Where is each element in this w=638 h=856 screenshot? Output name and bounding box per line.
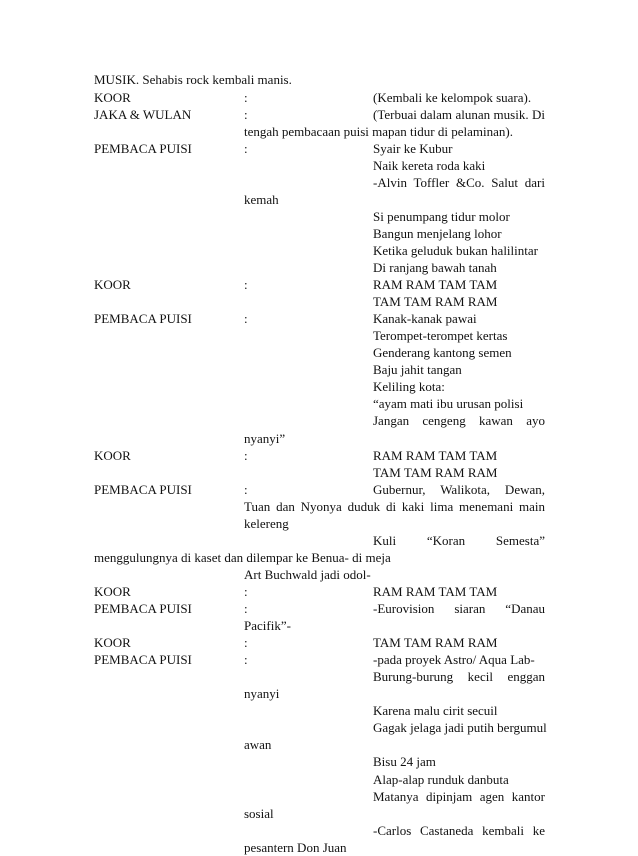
dialogue-text: Jangan cengeng kawan ayo — [373, 413, 545, 429]
colon-separator: : — [244, 89, 248, 105]
script-line — [0, 532, 638, 549]
script-line — [0, 327, 638, 344]
dialogue-text: Kanak-kanak pawai — [373, 311, 477, 327]
dialogue-text: TAM TAM RAM RAM — [373, 294, 498, 310]
colon-separator: : — [244, 583, 248, 599]
colon-separator: : — [244, 601, 248, 616]
dialogue-text: -Eurovision siaran “Danau — [373, 601, 545, 616]
dialogue-text: TAM TAM RAM RAM — [373, 464, 498, 480]
dialogue-text: RAM RAM TAM TAM — [373, 277, 498, 293]
script-line — [0, 753, 638, 770]
dialogue-text: Gagak jelaga jadi putih bergumul — [373, 720, 547, 736]
script-line — [0, 361, 638, 378]
continuation-text: Pacifik”- — [244, 618, 291, 634]
dialogue-text: Di ranjang bawah tanah — [373, 260, 497, 275]
intro-line — [0, 71, 638, 88]
script-line — [0, 822, 638, 839]
speaker-name: PEMBACA PUISI — [94, 601, 192, 616]
speaker-name: KOOR — [94, 277, 131, 293]
dialogue-text: Kuli “Koran Semesta” — [373, 532, 545, 548]
script-line — [0, 481, 638, 498]
script-line — [0, 839, 638, 856]
dialogue-text: Keliling kota: — [373, 379, 445, 395]
stage-direction: MUSIK. Sehabis rock kembali manis. — [94, 72, 292, 87]
script-line — [0, 515, 638, 532]
script-line — [0, 242, 638, 259]
speaker-name: KOOR — [94, 635, 131, 651]
colon-separator: : — [244, 447, 248, 463]
dialogue-text: Ketika geluduk bukan halilintar — [373, 242, 538, 258]
script-line — [0, 634, 638, 651]
dialogue-text: (Terbuai dalam alunan musik. Di — [373, 106, 545, 122]
script-line — [0, 617, 638, 634]
script-line — [0, 395, 638, 412]
dialogue-text: Naik kereta roda kaki — [373, 157, 486, 173]
script-line — [0, 106, 638, 123]
script-line — [0, 566, 638, 583]
script-line — [0, 140, 638, 157]
continuation-text: awan — [244, 737, 272, 753]
dialogue-text: RAM RAM TAM TAM — [373, 447, 498, 463]
speaker-name: PEMBACA PUISI — [94, 652, 192, 668]
colon-separator: : — [244, 652, 248, 668]
speaker-name: KOOR — [94, 447, 131, 463]
script-line — [0, 310, 638, 327]
continuation-text: pesantern Don Juan — [244, 839, 347, 855]
script-line — [0, 600, 638, 617]
continuation-text: nyanyi — [244, 686, 280, 702]
dialogue-text: Si penumpang tidur molor — [373, 208, 510, 224]
continuation-text: tengah pembacaan puisi mapan tidur di pelaminan). — [244, 123, 513, 139]
dialogue-text: Gubernur, Walikota, Dewan, — [373, 481, 545, 497]
script-line — [0, 583, 638, 600]
dialogue-text: RAM RAM TAM TAM — [373, 583, 498, 599]
continuation-text: sosial — [244, 805, 274, 821]
colon-separator: : — [244, 635, 248, 651]
script-line — [0, 498, 638, 515]
dialogue-text: -pada proyek Astro/ Aqua Lab- — [373, 652, 535, 668]
script-line — [0, 123, 638, 140]
script-line — [0, 430, 638, 447]
continuation-text: kelereng — [244, 515, 289, 531]
script-line — [0, 174, 638, 191]
dialogue-text: Syair ke Kubur — [373, 140, 453, 156]
script-line — [0, 293, 638, 310]
script-line — [0, 719, 638, 736]
dialogue-text: “ayam mati ibu urusan polisi — [373, 396, 524, 412]
script-line — [0, 805, 638, 822]
script-line — [0, 788, 638, 805]
dialogue-text: Bisu 24 jam — [373, 754, 436, 770]
continuation-text: menggulungnya di kaset dan dilempar ke Benua- di meja — [94, 549, 391, 565]
dialogue-text: Alap-alap runduk danbuta — [373, 771, 509, 787]
script-line — [0, 378, 638, 395]
script-line — [0, 276, 638, 293]
colon-separator: : — [244, 481, 248, 497]
script-line — [0, 157, 638, 174]
colon-separator: : — [244, 106, 248, 122]
continuation-text: nyanyi” — [244, 430, 286, 446]
colon-separator: : — [244, 277, 248, 293]
script-line — [0, 208, 638, 225]
colon-separator: : — [244, 311, 248, 327]
dialogue-text: Bangun menjelang lohor — [373, 225, 502, 241]
script-line — [0, 344, 638, 361]
script-line — [0, 651, 638, 668]
continuation-text: Tuan dan Nyonya duduk di kaki lima menemani main — [244, 498, 545, 514]
script-line — [0, 549, 638, 566]
dialogue-text: Genderang kantong semen — [373, 345, 512, 361]
speaker-name: JAKA & WULAN — [94, 106, 192, 122]
script-line — [0, 259, 638, 276]
speaker-name: PEMBACA PUISI — [94, 311, 192, 327]
script-line — [0, 736, 638, 753]
dialogue-text: Baju jahit tangan — [373, 362, 462, 378]
script-line — [0, 412, 638, 429]
speaker-name: KOOR — [94, 89, 131, 105]
script-line — [0, 464, 638, 481]
speaker-name: PEMBACA PUISI — [94, 481, 192, 497]
dialogue-text: TAM TAM RAM RAM — [373, 635, 498, 651]
dialogue-text: (Kembali ke kelompok suara). — [373, 89, 532, 105]
script-line — [0, 702, 638, 719]
speaker-name: KOOR — [94, 583, 131, 599]
colon-separator: : — [244, 140, 248, 156]
dialogue-text: Matanya dipinjam agen kantor — [373, 788, 545, 804]
dialogue-text: Burung-burung kecil enggan — [373, 669, 545, 685]
script-line — [0, 225, 638, 242]
dialogue-text: Terompet-terompet kertas — [373, 328, 508, 344]
script-line — [0, 89, 638, 106]
dialogue-text: -Carlos Castaneda kembali ke — [373, 822, 545, 838]
dialogue-text: Karena malu cirit secuil — [373, 703, 498, 719]
continuation-text: kemah — [244, 191, 279, 207]
script-line — [0, 447, 638, 464]
script-line — [0, 771, 638, 788]
continuation-text: Art Buchwald jadi odol- — [244, 566, 371, 582]
script-line — [0, 191, 638, 208]
script-line — [0, 668, 638, 685]
dialogue-text: -Alvin Toffler &Co. Salut dari — [373, 174, 545, 190]
script-line — [0, 685, 638, 702]
speaker-name: PEMBACA PUISI — [94, 140, 192, 156]
